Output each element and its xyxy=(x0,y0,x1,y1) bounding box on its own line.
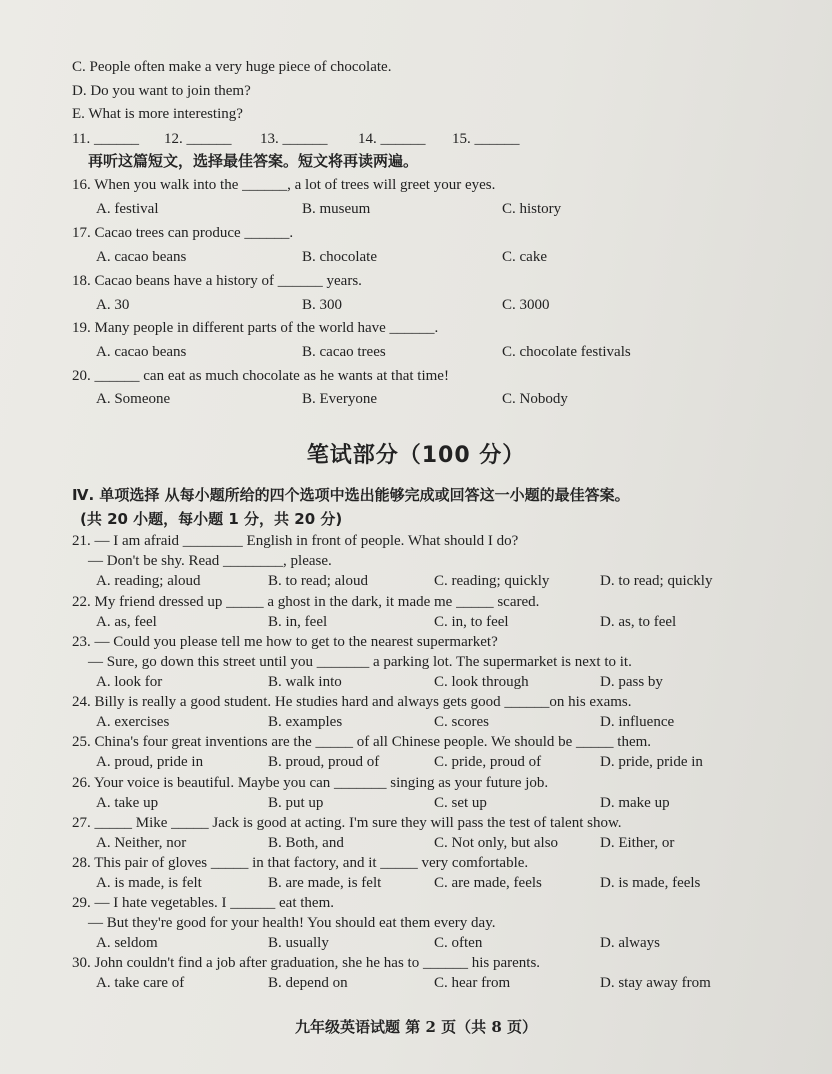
q25-option-d: D. pride, pride in xyxy=(600,754,703,770)
question-17: 17. Cacao trees can produce ______. xyxy=(72,225,294,241)
q23-option-b: B. walk into xyxy=(268,674,342,690)
option-c-text: C. People often make a very huge piece of chocolate. xyxy=(72,59,392,75)
q23-option-c: C. look through xyxy=(434,674,529,690)
question-22: 22. My friend dressed up _____ a ghost in the dark, it made me _____ scared. xyxy=(72,594,540,610)
question-21-line-1: 21. — I am afraid ________ English in front of people. What should I do? xyxy=(72,533,519,549)
question-30: 30. John couldn't find a job after graduation, she he has to ______ his parents. xyxy=(72,955,541,971)
question-28: 28. This pair of gloves _____ in that factory, and it _____ very comfortable. xyxy=(72,855,529,871)
q19-option-a: A. cacao beans xyxy=(96,344,187,360)
q28-option-b: B. are made, is felt xyxy=(268,875,382,891)
q30-option-b: B. depend on xyxy=(268,975,348,991)
q16-option-b: B. museum xyxy=(302,201,371,217)
blank-14: 14. ______ xyxy=(358,131,426,147)
question-19: 19. Many people in different parts of the world have ______. xyxy=(72,320,439,336)
q22-option-c: C. in, to feel xyxy=(434,614,509,630)
q20-option-a: A. Someone xyxy=(96,391,171,407)
q24-option-a: A. exercises xyxy=(96,714,170,730)
q28-option-d: D. is made, feels xyxy=(600,875,701,891)
question-18: 18. Cacao beans have a history of ______ years. xyxy=(72,273,362,289)
q20-option-b: B. Everyone xyxy=(302,391,377,407)
q24-option-d: D. influence xyxy=(600,714,675,730)
question-26: 26. Your voice is beautiful. Maybe you can _______ singing as your future job. xyxy=(72,775,549,791)
q17-option-b: B. chocolate xyxy=(302,249,377,265)
q21-option-b: B. to read; aloud xyxy=(268,573,368,589)
q25-option-b: B. proud, proud of xyxy=(268,754,380,770)
listening-instruction: 再听这篇短文，选择最佳答案。短文将再读两遍。 xyxy=(88,152,419,170)
question-25: 25. China's four great inventions are the _____ of all Chinese people. We should be _____ them. xyxy=(72,734,652,750)
section4-note: (共 20 小题，每小题 1 分，共 20 分) xyxy=(80,510,343,528)
q28-option-c: C. are made, feels xyxy=(434,875,542,891)
written-section-title: 笔试部分（100 分） xyxy=(306,443,526,468)
q24-option-c: C. scores xyxy=(434,714,489,730)
q22-option-b: B. in, feel xyxy=(268,614,328,630)
q25-option-c: C. pride, proud of xyxy=(434,754,542,770)
q17-option-c: C. cake xyxy=(502,249,547,265)
blank-12: 12. ______ xyxy=(164,131,232,147)
q22-option-a: A. as, feel xyxy=(96,614,157,630)
page-footer: 九年级英语试题 第 2 页（共 8 页） xyxy=(295,1018,537,1036)
q18-option-b: B. 300 xyxy=(302,297,343,313)
q26-option-b: B. put up xyxy=(268,795,324,811)
q16-option-c: C. history xyxy=(502,201,562,217)
section4-heading: Ⅳ. 单项选择 从每小题所给的四个选项中选出能够完成或回答这一小题的最佳答案。 xyxy=(72,486,630,504)
question-29-line-2: — But they're good for your health! You should eat them every day. xyxy=(88,915,496,931)
q30-option-c: C. hear from xyxy=(434,975,511,991)
question-29-line-1: 29. — I hate vegetables. I ______ eat them. xyxy=(72,895,335,911)
q23-option-d: D. pass by xyxy=(600,674,663,690)
blank-13: 13. ______ xyxy=(260,131,328,147)
q18-option-c: C. 3000 xyxy=(502,297,550,313)
q21-option-a: A. reading; aloud xyxy=(96,573,201,589)
q26-option-c: C. set up xyxy=(434,795,487,811)
blank-15: 15. ______ xyxy=(452,131,520,147)
q21-option-d: D. to read; quickly xyxy=(600,573,713,589)
q27-option-c: C. Not only, but also xyxy=(434,835,559,851)
question-23-line-1: 23. — Could you please tell me how to get to the nearest supermarket? xyxy=(72,634,498,650)
q27-option-d: D. Either, or xyxy=(600,835,675,851)
q29-option-d: D. always xyxy=(600,935,660,951)
q22-option-d: D. as, to feel xyxy=(600,614,677,630)
q29-option-a: A. seldom xyxy=(96,935,158,951)
q26-option-d: D. make up xyxy=(600,795,670,811)
q29-option-b: B. usually xyxy=(268,935,329,951)
q18-option-a: A. 30 xyxy=(96,297,130,313)
question-20: 20. ______ can eat as much chocolate as he wants at that time! xyxy=(72,368,449,384)
q23-option-a: A. look for xyxy=(96,674,163,690)
q26-option-a: A. take up xyxy=(96,795,159,811)
question-21-line-2: — Don't be shy. Read ________, please. xyxy=(88,553,332,569)
q17-option-a: A. cacao beans xyxy=(96,249,187,265)
q30-option-d: D. stay away from xyxy=(600,975,711,991)
q27-option-b: B. Both, and xyxy=(268,835,344,851)
q24-option-b: B. examples xyxy=(268,714,343,730)
question-24: 24. Billy is really a good student. He studies hard and always gets good ______on his exams. xyxy=(72,694,632,710)
q30-option-a: A. take care of xyxy=(96,975,185,991)
q29-option-c: C. often xyxy=(434,935,483,951)
question-16: 16. When you walk into the ______, a lot of trees will greet your eyes. xyxy=(72,177,496,193)
q27-option-a: A. Neither, nor xyxy=(96,835,187,851)
q19-option-b: B. cacao trees xyxy=(302,344,386,360)
question-27: 27. _____ Mike _____ Jack is good at acting. I'm sure they will pass the test of talent show. xyxy=(72,815,622,831)
q21-option-c: C. reading; quickly xyxy=(434,573,550,589)
q19-option-c: C. chocolate festivals xyxy=(502,344,631,360)
option-d-text: D. Do you want to join them? xyxy=(72,83,251,99)
q25-option-a: A. proud, pride in xyxy=(96,754,204,770)
q20-option-c: C. Nobody xyxy=(502,391,568,407)
question-23-line-2: — Sure, go down this street until you _______ a parking lot. The supermarket is next to it. xyxy=(88,654,632,670)
q28-option-a: A. is made, is felt xyxy=(96,875,202,891)
option-e-text: E. What is more interesting? xyxy=(72,106,243,122)
blank-11: 11. ______ xyxy=(72,131,139,147)
q16-option-a: A. festival xyxy=(96,201,159,217)
